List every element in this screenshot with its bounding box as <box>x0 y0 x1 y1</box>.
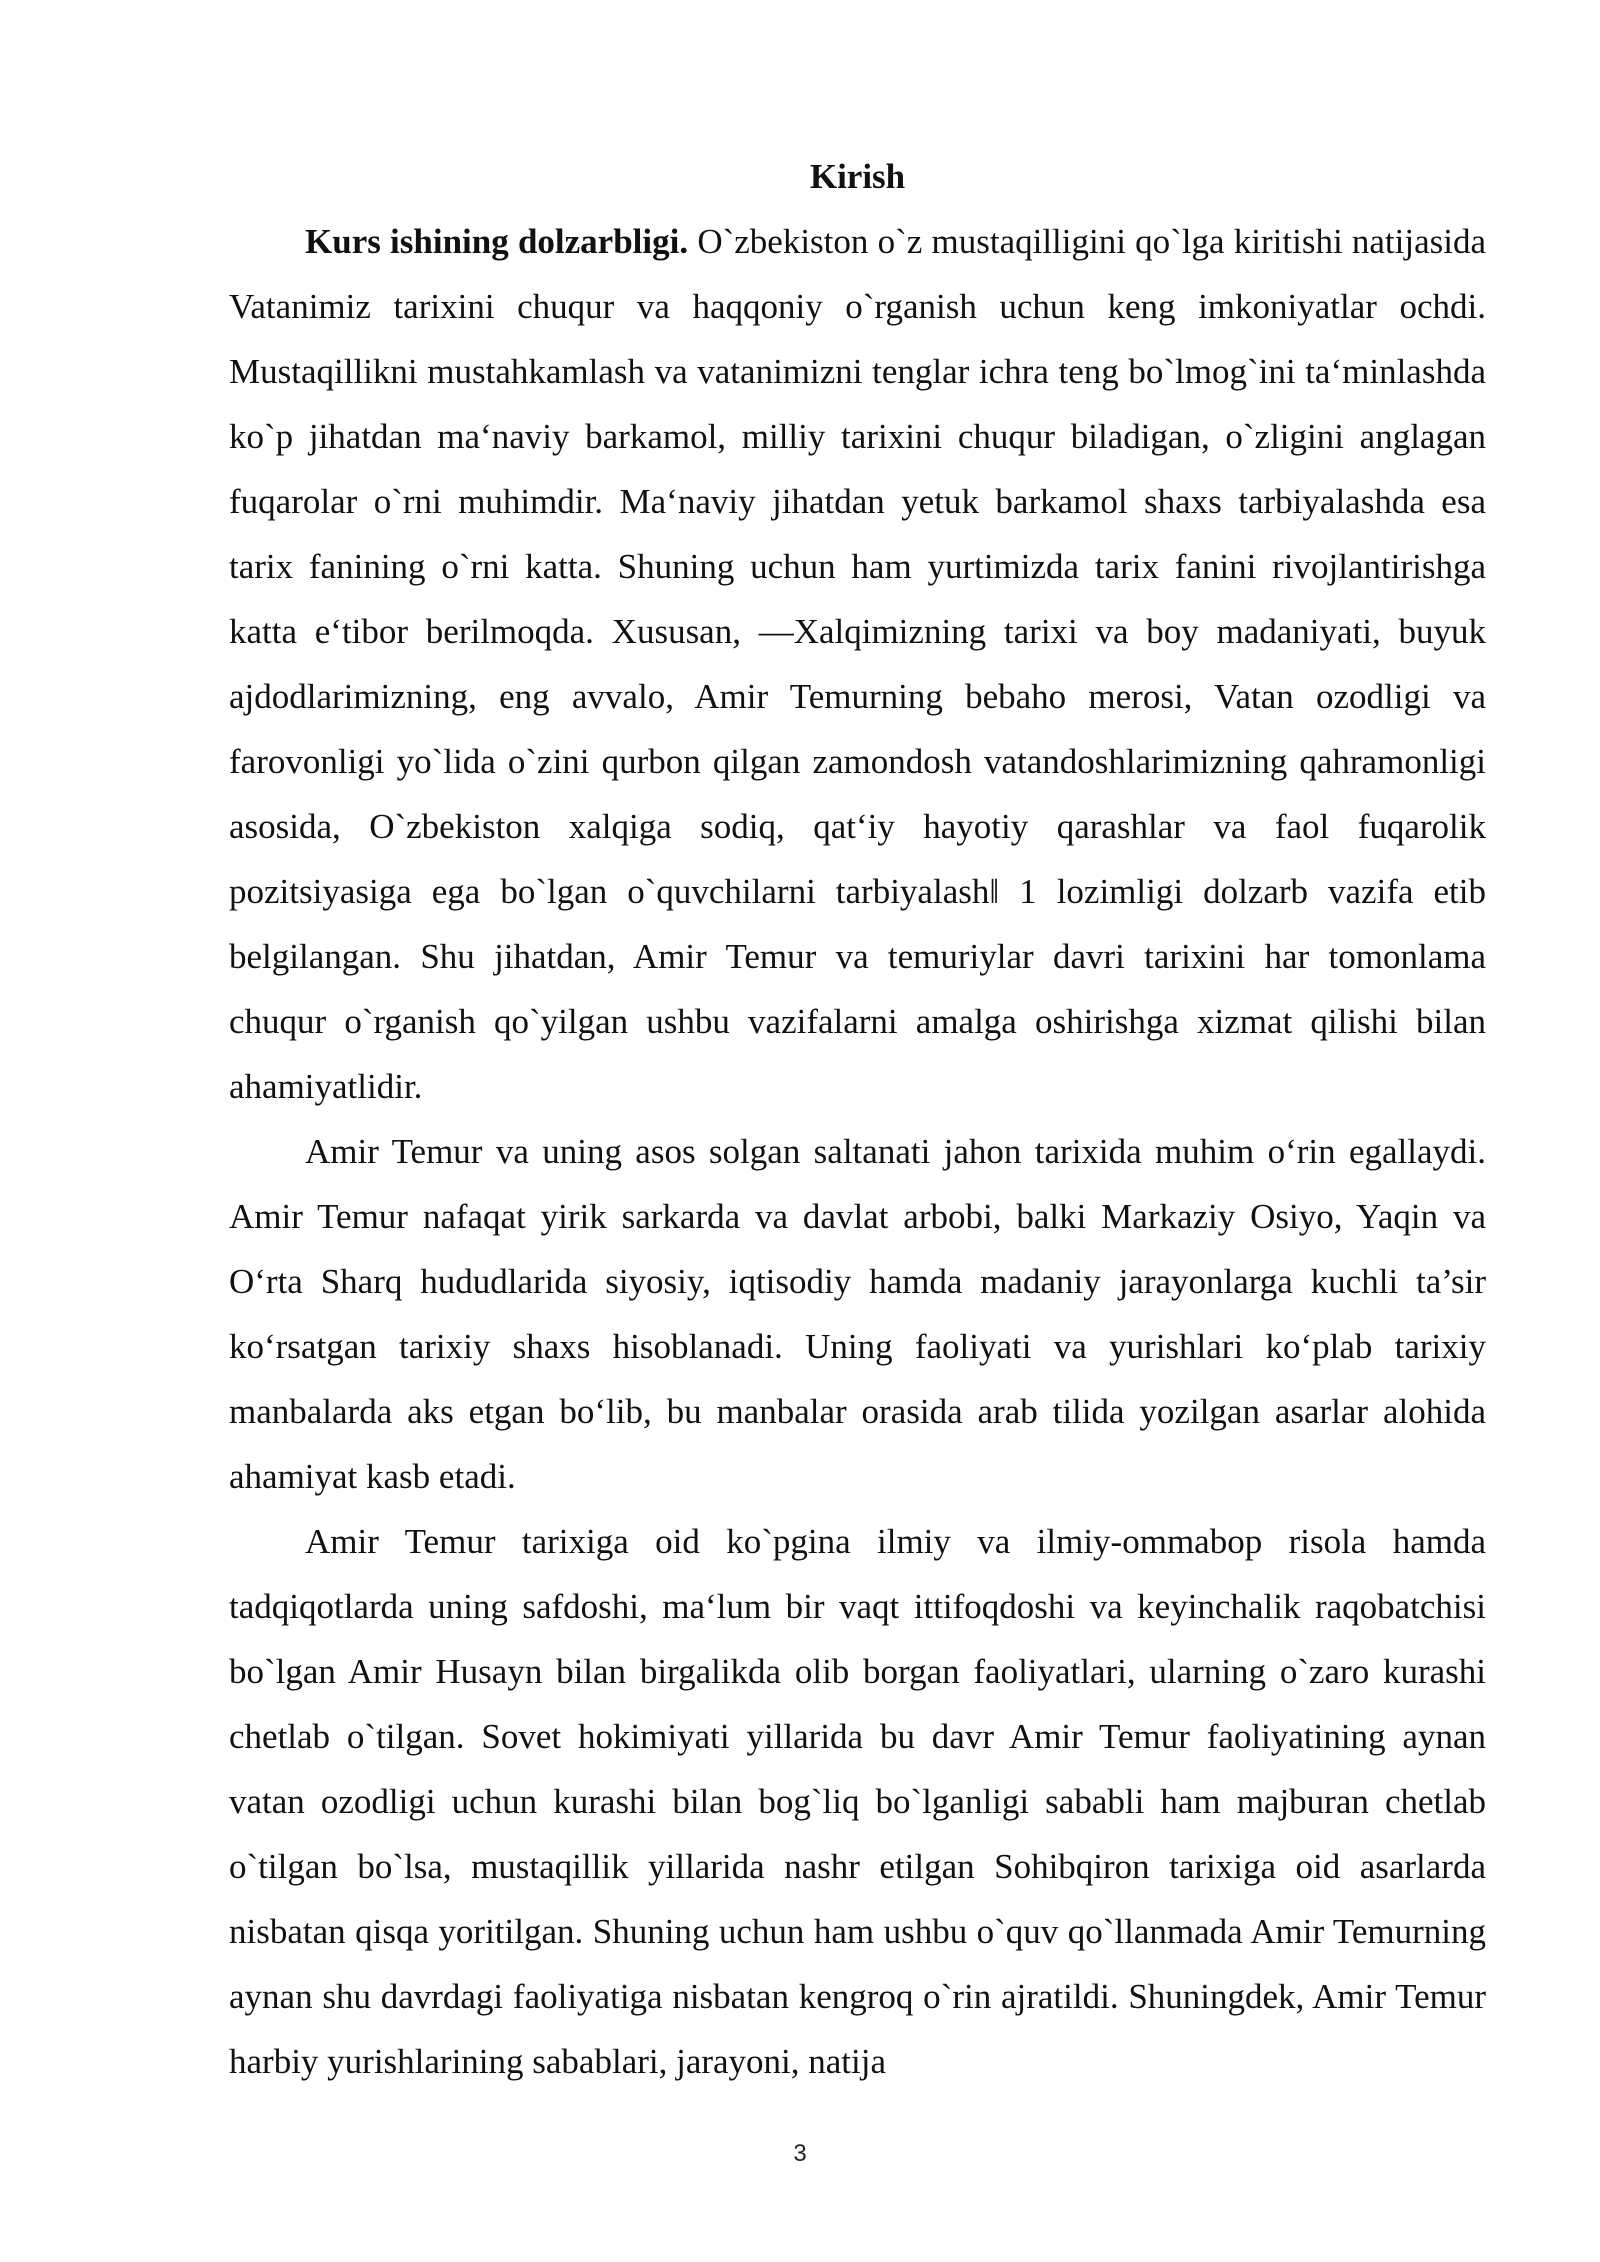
paragraph-1-lead: Kurs ishining dolzarbligi. <box>305 222 689 261</box>
paragraph-2-text: Amir Temur va uning asos solgan saltanati jahon tarixida muhim o‘rin egallaydi. Amir Temur nafaqat yirik sarkarda va davlat arbobi, balki Markaziy Osiyo, Yaqin va O‘rta Sharq hududlarida siyosiy, iqtisodiy hamda madaniy jarayonlarga kuchli ta’sir ko‘rsatgan tarixiy shaxs hisoblanadi. Uning faoliyati va yurishlari ko‘plab tarixiy manbalarda aks etgan bo‘lib, bu manbalar orasida arab tilida yozilgan asarlar alohida ahamiyat kasb etadi. <box>229 1132 1486 1496</box>
paragraph-2 <box>229 1119 1486 1509</box>
section-title: Kirish <box>809 157 906 196</box>
paragraph-1 <box>229 209 1486 1119</box>
paragraph-1-text: O`zbekiston o`z mustaqilligini qo`lga kiritishi natijasida Vatanimiz tarixini chuqur va haqqoniy o`rganish uchun keng imkoniyatlar ochdi. Mustaqillikni mustahkamlash va vatanimizni tenglar ichra teng bo`lmog`ini ta‘minlashda ko`p jihatdan ma‘naviy barkamol, milliy tarixini chuqur biladigan, o`zligini anglagan fuqarolar o`rni muhimdir. Ma‘naviy jihatdan yetuk barkamol shaxs tarbiyalashda esa tarix fanining o`rni katta. Shuning uchun ham yurtimizda tarix fanini rivojlantirishga katta e‘tibor berilmoqda. Xususan, ―Xalqimizning tarixi va boy madaniyati, buyuk ajdodlarimizning, eng avvalo, Amir Temurning bebaho merosi, Vatan ozodligi va farovonligi yo`lida o`zini qurbon qilgan zamondosh vatandoshlarimizning qahramonligi asosida, O`zbekiston xalqiga sodiq, qat‘iy hayotiy qarashlar va faol fuqarolik pozitsiyasiga ega bo`lgan o`quvchilarni tarbiyalash‖ 1 lozimligi dolzarb vazifa etib belgilangan. Shu jihatdan, Amir Temur va temuriylar davri tarixini har tomonlama chuqur o`rganish qo`yilgan ushbu vazifalarni amalga oshirishga xizmat qilishi bilan ahamiyatlidir. <box>229 222 1487 1106</box>
paragraph-3-text: Amir Temur tarixiga oid ko`pgina ilmiy va ilmiy-ommabop risola hamda tadqiqotlarda uning safdoshi, ma‘lum bir vaqt ittifoqdoshi va keyinchalik raqobatchisi bo`lgan Amir Husayn bilan birgalikda olib borgan faoliyatlari, ularning o`zaro kurashi chetlab o`tilgan. Sovet hokimiyati yillarida bu davr Amir Temur faoliyatining aynan vatan ozodligi uchun kurashi bilan bog`liq bo`lganligi sababli ham majburan chetlab o`tilgan bo`lsa, mustaqillik yillarida nashr etilgan Sohibqiron tarixiga oid asarlarda nisbatan qisqa yoritilgan. Shuning uchun ham ushbu o`quv qo`llanmada Amir Temurning aynan shu davrdagi faoliyatiga nisbatan kengroq o`rin ajratildi. Shuningdek, Amir Temur harbiy yurishlarining sabablari, jarayoni, natija <box>229 1522 1486 2081</box>
page-number: 3 <box>793 2140 807 2167</box>
page-body <box>229 144 1486 2094</box>
paragraph-3 <box>229 1509 1486 2094</box>
